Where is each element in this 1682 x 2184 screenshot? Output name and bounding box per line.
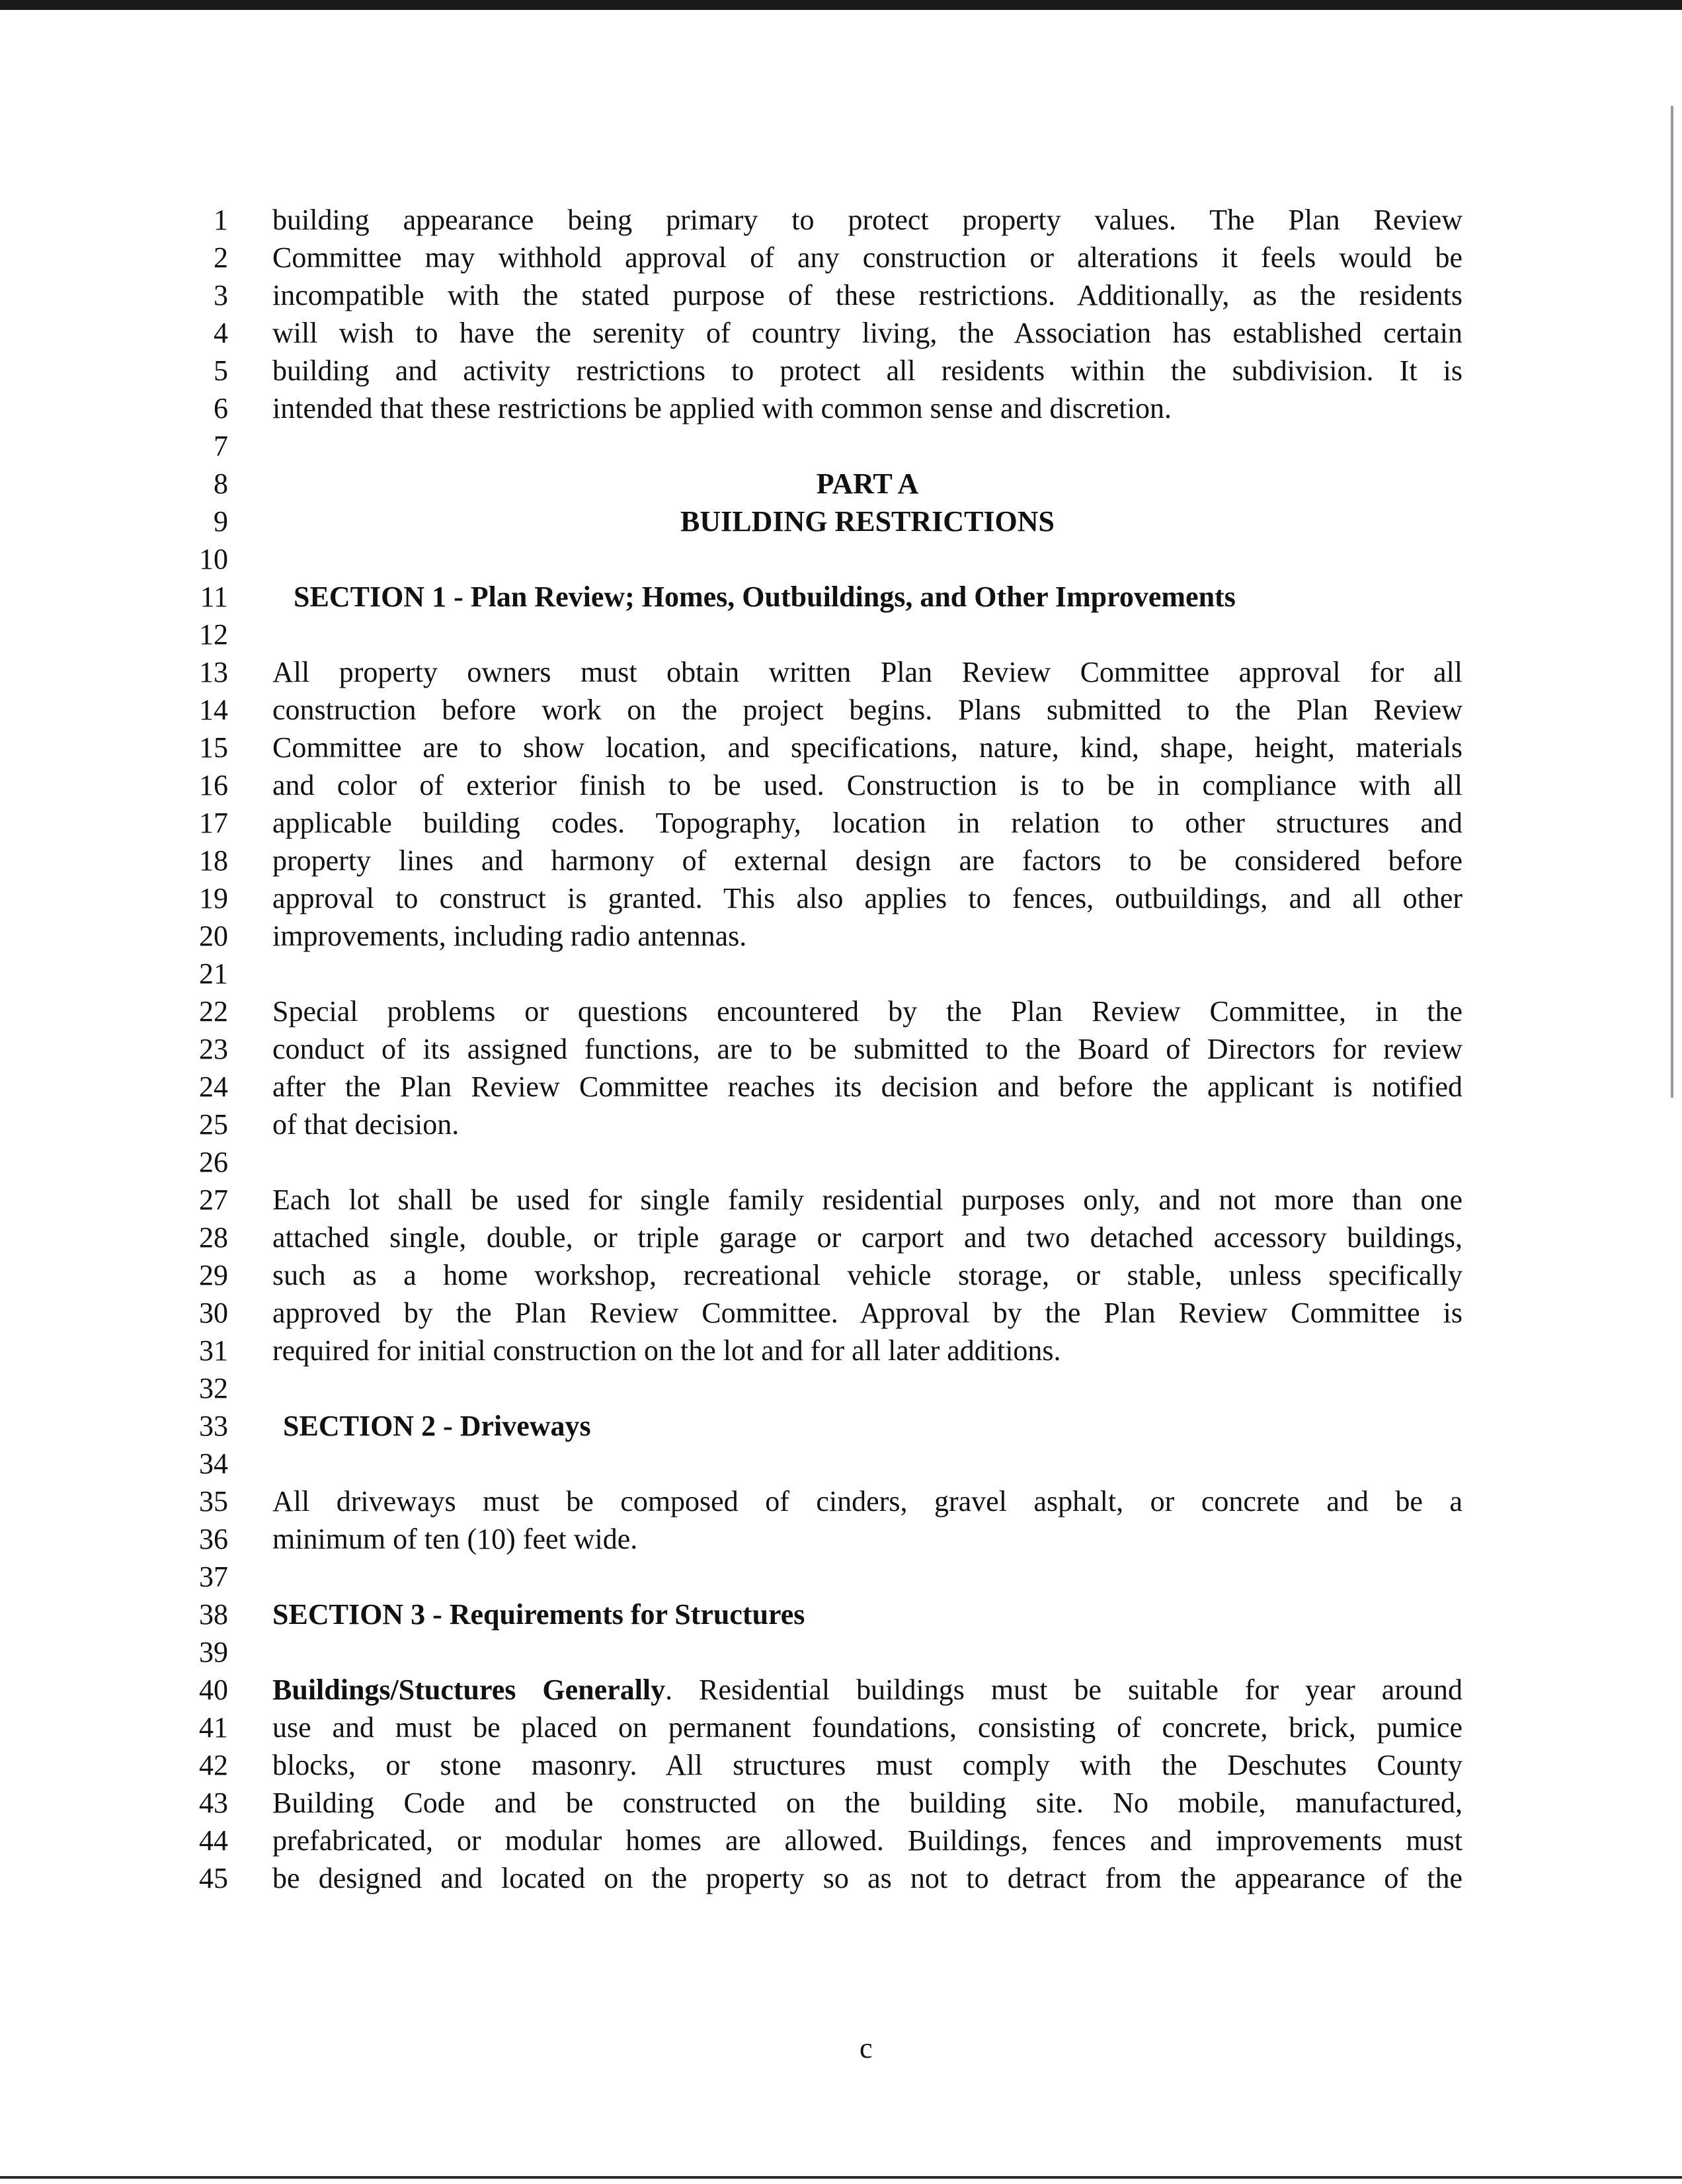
doc-line-32 — [0, 1370, 1682, 1407]
doc-line-19 — [0, 880, 1682, 917]
line-text-rest: . Residential buildings must be suitable for year around — [665, 1674, 1462, 1706]
line-text: approved by the Plan Review Committee. Approval by the Plan Review Committee is — [272, 1297, 1462, 1329]
doc-line-7 — [0, 428, 1682, 465]
line-text: use and must be placed on permanent foundations, consisting of concrete, brick, pumice — [272, 1711, 1462, 1744]
section-2-heading: SECTION 2 - Driveways — [283, 1410, 591, 1442]
line-text: applicable building codes. Topography, location in relation to other structures and — [272, 807, 1462, 839]
doc-line-38 — [0, 1596, 1682, 1633]
line-number: 42 — [199, 1749, 228, 1781]
line-number: 31 — [199, 1334, 228, 1367]
doc-line-39 — [0, 1634, 1682, 1671]
line-text: incompatible with the stated purpose of these restrictions. Additionally, as the residents — [272, 279, 1462, 311]
doc-line-17 — [0, 805, 1682, 842]
line-number: 4 — [214, 317, 228, 349]
doc-line-23 — [0, 1031, 1682, 1068]
line-text: and color of exterior finish to be used. Construction is to be in compliance with all — [272, 769, 1462, 801]
subsection-title: Buildings/Stuctures Generally — [272, 1674, 666, 1706]
line-number: 5 — [214, 354, 228, 387]
doc-line-35 — [0, 1483, 1682, 1520]
line-number: 45 — [199, 1862, 228, 1894]
doc-line-37 — [0, 1558, 1682, 1596]
doc-line-13 — [0, 654, 1682, 691]
line-text: intended that these restrictions be applied with common sense and discretion. — [272, 392, 1172, 425]
line-number: 1 — [214, 204, 228, 236]
line-number: 23 — [199, 1033, 228, 1065]
line-text: Committee may withhold approval of any construction or alterations it feels would be — [272, 241, 1462, 274]
doc-line-12 — [0, 616, 1682, 653]
section-3-heading: SECTION 3 - Requirements for Structures — [272, 1598, 805, 1631]
line-number: 8 — [214, 467, 228, 500]
doc-line-41 — [0, 1709, 1682, 1746]
doc-line-27 — [0, 1182, 1682, 1219]
line-number: 41 — [199, 1711, 228, 1744]
line-number: 30 — [199, 1297, 228, 1329]
top-border — [0, 0, 1682, 10]
line-number: 17 — [199, 807, 228, 839]
line-text: Each lot shall be used for single family residential purposes only, and not more than one — [272, 1184, 1462, 1216]
line-text: such as a home workshop, recreational vehicle storage, or stable, unless specifically — [272, 1259, 1462, 1291]
doc-line-9 — [0, 503, 1682, 540]
line-text: conduct of its assigned functions, are to be submitted to the Board of Directors for review — [272, 1033, 1462, 1065]
doc-line-4 — [0, 315, 1682, 352]
doc-line-40 — [0, 1672, 1682, 1709]
line-number: 24 — [199, 1071, 228, 1103]
line-text: blocks, or stone masonry. All structures must comply with the Deschutes County — [272, 1749, 1462, 1781]
line-number: 2 — [214, 241, 228, 274]
line-number: 9 — [214, 505, 228, 538]
line-text: Special problems or questions encountered by the Plan Review Committee, in the — [272, 995, 1462, 1028]
doc-line-10 — [0, 541, 1682, 578]
line-number: 39 — [199, 1636, 228, 1668]
line-number: 13 — [199, 656, 228, 688]
doc-line-5 — [0, 352, 1682, 389]
doc-line-34 — [0, 1445, 1682, 1482]
doc-line-6 — [0, 390, 1682, 427]
line-number: 37 — [199, 1560, 228, 1593]
line-number: 32 — [199, 1372, 228, 1404]
doc-line-28 — [0, 1219, 1682, 1256]
line-number: 22 — [199, 995, 228, 1028]
part-title: BUILDING RESTRICTIONS — [680, 505, 1055, 538]
line-number: 33 — [199, 1410, 228, 1442]
line-number: 14 — [199, 694, 228, 726]
part-heading: PART A — [816, 467, 919, 500]
line-text: approval to construct is granted. This also applies to fences, outbuildings, and all other — [272, 882, 1462, 914]
line-text: improvements, including radio antennas. — [272, 920, 747, 952]
doc-line-20 — [0, 918, 1682, 955]
line-number: 26 — [199, 1146, 228, 1178]
doc-line-16 — [0, 767, 1682, 804]
line-text: building and activity restrictions to protect all residents within the subdivision. It is — [272, 354, 1462, 387]
doc-line-42 — [0, 1747, 1682, 1784]
line-number: 27 — [199, 1184, 228, 1216]
doc-line-21 — [0, 955, 1682, 992]
doc-line-2 — [0, 239, 1682, 276]
page-footer-mark: c — [860, 2032, 873, 2064]
line-number: 19 — [199, 882, 228, 914]
line-number: 43 — [199, 1787, 228, 1819]
doc-line-36 — [0, 1521, 1682, 1558]
line-text: Building Code and be constructed on the building site. No mobile, manufactured, — [272, 1787, 1462, 1819]
line-number: 36 — [199, 1523, 228, 1555]
line-text: property lines and harmony of external design are factors to be considered before — [272, 844, 1462, 877]
line-number: 38 — [199, 1598, 228, 1631]
line-number: 40 — [199, 1674, 228, 1706]
line-number: 34 — [199, 1447, 228, 1480]
line-number: 6 — [214, 392, 228, 425]
doc-line-14 — [0, 692, 1682, 729]
line-number: 44 — [199, 1824, 228, 1857]
line-text: All driveways must be composed of cinders, gravel asphalt, or concrete and be a — [272, 1485, 1462, 1517]
doc-line-24 — [0, 1069, 1682, 1106]
line-text: be designed and located on the property so as not to detract from the appearance of the — [272, 1862, 1462, 1894]
line-number: 28 — [199, 1221, 228, 1254]
line-number: 10 — [199, 543, 228, 575]
line-number: 29 — [199, 1259, 228, 1291]
section-1-heading: SECTION 1 - Plan Review; Homes, Outbuildings, and Other Improvements — [294, 581, 1236, 613]
line-number: 25 — [199, 1108, 228, 1141]
line-number: 18 — [199, 844, 228, 877]
line-number: 15 — [199, 731, 228, 764]
doc-line-30 — [0, 1295, 1682, 1332]
line-number: 7 — [214, 430, 228, 462]
doc-line-18 — [0, 842, 1682, 879]
doc-line-11 — [0, 579, 1682, 616]
line-number: 35 — [199, 1485, 228, 1517]
doc-line-3 — [0, 277, 1682, 314]
doc-line-44 — [0, 1822, 1682, 1859]
line-text: construction before work on the project begins. Plans submitted to the Plan Review — [272, 694, 1462, 726]
doc-line-43 — [0, 1785, 1682, 1822]
doc-line-25 — [0, 1106, 1682, 1143]
line-number: 21 — [199, 957, 228, 990]
line-text: prefabricated, or modular homes are allowed. Buildings, fences and improvements must — [272, 1824, 1462, 1857]
line-text: building appearance being primary to protect property values. The Plan Review — [272, 204, 1462, 236]
doc-line-33 — [0, 1408, 1682, 1445]
line-number: 16 — [199, 769, 228, 801]
doc-line-8 — [0, 465, 1682, 503]
line-text: after the Plan Review Committee reaches its decision and before the applicant is notified — [272, 1071, 1462, 1103]
doc-line-15 — [0, 729, 1682, 766]
line-text: will wish to have the serenity of country living, the Association has established certain — [272, 317, 1462, 349]
doc-line-26 — [0, 1144, 1682, 1181]
line-text: All property owners must obtain written Plan Review Committee approval for all — [272, 656, 1462, 688]
doc-line-29 — [0, 1257, 1682, 1294]
doc-line-31 — [0, 1332, 1682, 1369]
line-text: Committee are to show location, and specifications, nature, kind, shape, height, materials — [272, 731, 1462, 764]
line-number: 3 — [214, 279, 228, 311]
doc-line-45 — [0, 1860, 1682, 1897]
line-text: required for initial construction on the lot and for all later additions. — [272, 1334, 1061, 1367]
bottom-border — [0, 2176, 1682, 2179]
line-text: minimum of ten (10) feet wide. — [272, 1523, 638, 1555]
doc-line-1 — [0, 202, 1682, 239]
line-text: attached single, double, or triple garage or carport and two detached accessory buildings, — [272, 1221, 1462, 1254]
line-text — [272, 1672, 1462, 1709]
line-number: 20 — [199, 920, 228, 952]
doc-line-22 — [0, 993, 1682, 1030]
line-number: 12 — [199, 618, 228, 651]
line-text: of that decision. — [272, 1108, 460, 1141]
line-number: 11 — [200, 581, 228, 613]
